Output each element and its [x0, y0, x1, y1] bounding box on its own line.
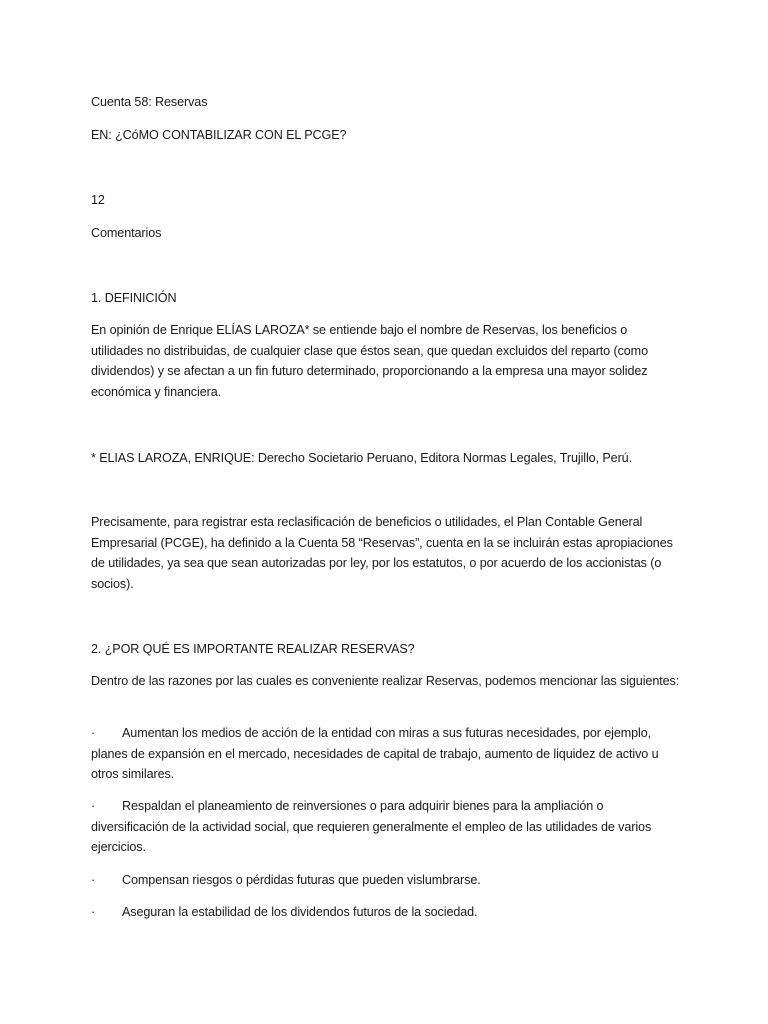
- section1-paragraph-1: En opinión de Enrique ELÍAS LAROZA* se entiende bajo el nombre de Reservas, los beneficios o utilidades no distribuidas, de cualquier clase que éstos sean, que quedan excluidos del reparto (como dividendos) y se afectan a un fin futuro determinado, proporcionando a la empresa una mayor solidez económica y financiera.: [91, 323, 648, 399]
- bullet-item: [91, 870, 681, 891]
- bullet-dot: ·: [91, 726, 96, 740]
- section1-paragraph-2: Precisamente, para registrar esta reclasificación de beneficios o utilidades, el Plan Contable General Empresarial (PCGE), ha definido a la Cuenta 58 “Reservas”, cuenta en la se incluirán estas apropiaciones de utilidades, ya sea que sean autorizadas por ley, por los estatutos, o por acuerdo de los accionistas (o socios).: [91, 515, 673, 591]
- bullet-text: Aumentan los medios de acción de la entidad con miras a sus futuras necesidades, por ejemplo, planes de expansión en el mercado, necesidades de capital de trabajo, aumento de liquidez de activo u otros similares.: [91, 726, 659, 781]
- bullet-item: [91, 902, 681, 923]
- section2-intro: Dentro de las razones por las cuales es conveniente realizar Reservas, podemos mencionar las siguientes:: [91, 674, 680, 688]
- bullet-item: [91, 796, 681, 858]
- bullet-dot: ·: [91, 905, 96, 919]
- comments-label: Comentarios: [91, 226, 162, 240]
- bullet-dot: ·: [91, 799, 96, 813]
- bullet-dot: ·: [91, 873, 96, 887]
- footnote: * ELIAS LAROZA, ENRIQUE: Derecho Societario Peruano, Editora Normas Legales, Trujillo, Perú.: [91, 451, 632, 465]
- comment-count: 12: [91, 193, 105, 207]
- document-title: Cuenta 58: Reservas: [91, 95, 208, 109]
- document-subtitle: EN: ¿CóMO CONTABILIZAR CON EL PCGE?: [91, 128, 347, 142]
- bullet-text: Aseguran la estabilidad de los dividendos futuros de la sociedad.: [122, 905, 478, 919]
- section2-heading: 2. ¿POR QUÉ ES IMPORTANTE REALIZAR RESERVAS?: [91, 642, 415, 656]
- bullet-text: Respaldan el planeamiento de reinversiones o para adquirir bienes para la ampliación o diversificación de la actividad social, que requieren generalmente el empleo de las utilidades de varios ejercicios.: [91, 799, 652, 854]
- bullet-text: Compensan riesgos o pérdidas futuras que pueden vislumbrarse.: [122, 873, 481, 887]
- section1-heading: 1. DEFINICIÓN: [91, 291, 177, 305]
- bullet-item: [91, 723, 681, 785]
